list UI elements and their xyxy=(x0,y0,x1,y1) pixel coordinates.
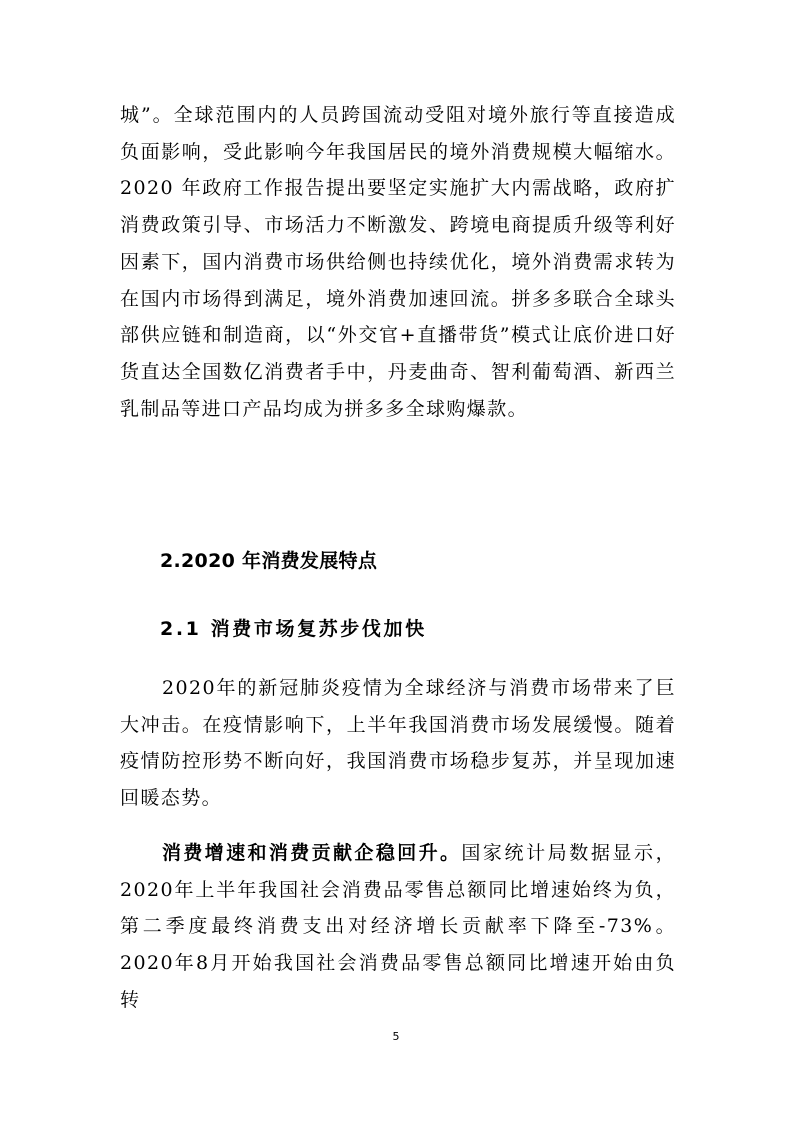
page-number: 5 xyxy=(392,1030,400,1043)
body-paragraph-1: 城”。全球范围内的人员跨国流动受阻对境外旅行等直接造成负面影响，受此影响今年我国居民的境外消费规模大幅缩水。2020 年政府工作报告提出要坚定实施扩大内需战略，政府扩消费政策引导、市场活力不断激发、跨境电商提质升级等利好因素下，国内消费市场供给侧也持续优化，境外消费需求转为在国内市场得到满足，境外消费加速回流。拼多多联合全球头部供应链和制造商，以“外交官+直播带货”模式让底价进口好货直达全国数亿消费者手中，丹麦曲奇、智利葡萄酒、新西兰乳制品等进口产品均成为拼多多全球购爆款。 xyxy=(120,104,676,420)
body-paragraph-3 xyxy=(120,835,676,1019)
body-paragraph-2: 2020年的新冠肺炎疫情为全球经济与消费市场带来了巨大冲击。在疫情影响下，上半年我国消费市场发展缓慢。随着疫情防控形势不断向好，我国消费市场稳步复苏，并呈现加速回暖态势。 xyxy=(120,677,676,810)
subsection-heading: 2.1 消费市场复苏步伐加快 xyxy=(160,618,427,640)
paragraph-body-text: 国家统计局数据显示，2020年上半年我国社会消费品零售总额同比增速始终为负，第二季度最终消费支出对经济增长贡献率下降至-73%。2020年8月开始我国社会消费品零售总额同比增速开始由负转 xyxy=(120,842,676,1011)
section-heading: 2.2020 年消费发展特点 xyxy=(160,550,378,572)
paragraph-lead-text: 消费增速和消费贡献企稳回升。 xyxy=(162,842,462,864)
